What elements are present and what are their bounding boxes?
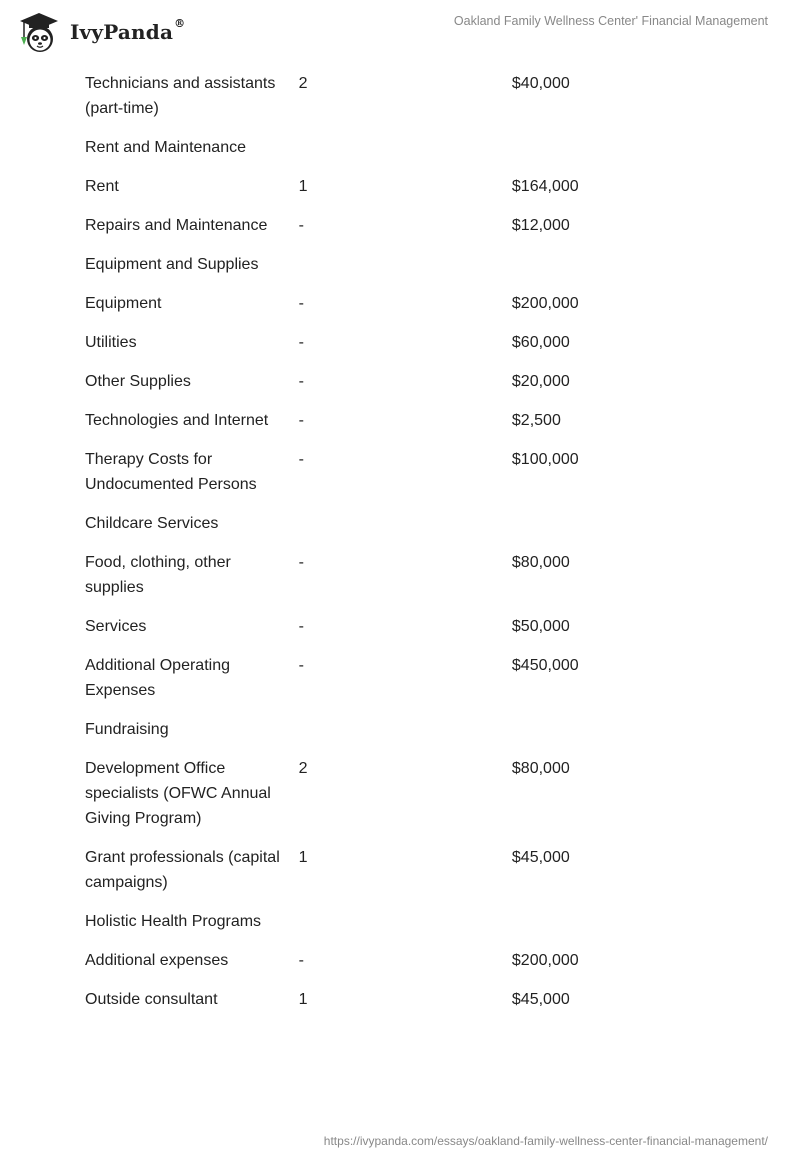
budget-item-cell: Equipment and Supplies	[85, 256, 259, 273]
amount-cell	[505, 711, 718, 750]
panda-logo-icon	[16, 9, 62, 55]
budget-table	[78, 65, 718, 1020]
registered-mark: ®	[174, 17, 186, 30]
quantity-cell: -	[298, 554, 304, 571]
budget-item-cell: Technologies and Internet	[85, 412, 269, 429]
budget-item-cell: Services	[85, 618, 147, 635]
table-row	[78, 207, 718, 246]
budget-item-cell: Outside consultant	[85, 991, 218, 1008]
budget-item-cell: Fundraising	[85, 721, 169, 738]
source-url[interactable]: https://ivypanda.com/essays/oakland-family-wellness-center-financial-management/	[323, 1134, 768, 1148]
page-header	[0, 0, 800, 60]
amount-cell	[505, 246, 718, 285]
quantity-cell: -	[298, 373, 304, 390]
amount-cell: $45,000	[511, 849, 570, 866]
amount-cell: $100,000	[511, 451, 579, 468]
quantity-cell: -	[298, 451, 304, 468]
amount-cell	[505, 129, 718, 168]
budget-item-cell: Utilities	[85, 334, 137, 351]
budget-item-cell: Childcare Services	[85, 515, 219, 532]
table-row	[78, 903, 718, 942]
table-row	[78, 505, 718, 544]
table-row	[78, 402, 718, 441]
document-title: Oakland Family Wellness Center' Financial Management	[453, 14, 768, 28]
amount-cell: $450,000	[511, 657, 579, 674]
quantity-cell: 2	[298, 75, 308, 92]
budget-item-cell: Holistic Health Programs	[85, 913, 262, 930]
quantity-cell: 2	[298, 760, 308, 777]
table-row	[78, 981, 718, 1020]
quantity-cell: -	[298, 657, 304, 674]
quantity-cell	[292, 246, 505, 285]
table-row	[78, 441, 718, 505]
amount-cell: $12,000	[511, 217, 570, 234]
budget-item-cell: Additional expenses	[85, 952, 229, 969]
amount-cell: $60,000	[511, 334, 570, 351]
quantity-cell	[292, 129, 505, 168]
table-row	[78, 608, 718, 647]
quantity-cell: -	[298, 412, 304, 429]
budget-item-cell: Grant professionals (capital campaigns)	[85, 849, 280, 891]
table-row	[78, 246, 718, 285]
table-row	[78, 839, 718, 903]
budget-item-cell: Therapy Costs for Undocumented Persons	[85, 451, 257, 493]
quantity-cell: 1	[298, 849, 308, 866]
amount-cell	[505, 903, 718, 942]
budget-item-cell: Equipment	[85, 295, 162, 312]
table-row	[78, 363, 718, 402]
amount-cell: $50,000	[511, 618, 570, 635]
amount-cell: $164,000	[511, 178, 579, 195]
quantity-cell: 1	[298, 178, 308, 195]
table-row	[78, 168, 718, 207]
quantity-cell	[292, 903, 505, 942]
amount-cell: $45,000	[511, 991, 570, 1008]
table-row	[78, 65, 718, 129]
amount-cell: $200,000	[511, 295, 579, 312]
budget-item-cell: Food, clothing, other supplies	[85, 554, 231, 596]
budget-item-cell: Additional Operating Expenses	[85, 657, 230, 699]
amount-cell: $40,000	[511, 75, 570, 92]
amount-cell: $20,000	[511, 373, 570, 390]
budget-item-cell: Rent and Maintenance	[85, 139, 246, 156]
logo-wordmark: IvyPanda	[70, 20, 174, 44]
quantity-cell	[292, 505, 505, 544]
budget-item-cell: Other Supplies	[85, 373, 191, 390]
amount-cell: $80,000	[511, 554, 570, 571]
table-row	[78, 285, 718, 324]
table-row	[78, 942, 718, 981]
budget-table-body	[78, 65, 718, 1020]
quantity-cell: -	[298, 217, 304, 234]
table-row	[78, 750, 718, 839]
quantity-cell: -	[298, 952, 304, 969]
amount-cell: $200,000	[511, 952, 579, 969]
quantity-cell: 1	[298, 991, 308, 1008]
amount-cell	[505, 505, 718, 544]
table-row	[78, 544, 718, 608]
quantity-cell: -	[298, 334, 304, 351]
table-row	[78, 711, 718, 750]
budget-item-cell: Repairs and Maintenance	[85, 217, 268, 234]
budget-item-cell: Rent	[85, 178, 119, 195]
table-row	[78, 324, 718, 363]
quantity-cell	[292, 711, 505, 750]
amount-cell: $80,000	[511, 760, 570, 777]
quantity-cell: -	[298, 618, 304, 635]
table-row	[78, 647, 718, 711]
amount-cell: $2,500	[511, 412, 561, 429]
budget-item-cell: Development Office specialists (OFWC Annual Giving Program)	[85, 760, 271, 827]
table-row	[78, 129, 718, 168]
ivypanda-logo[interactable]	[16, 9, 185, 55]
budget-item-cell: Technicians and assistants (part-time)	[85, 75, 276, 117]
quantity-cell: -	[298, 295, 304, 312]
